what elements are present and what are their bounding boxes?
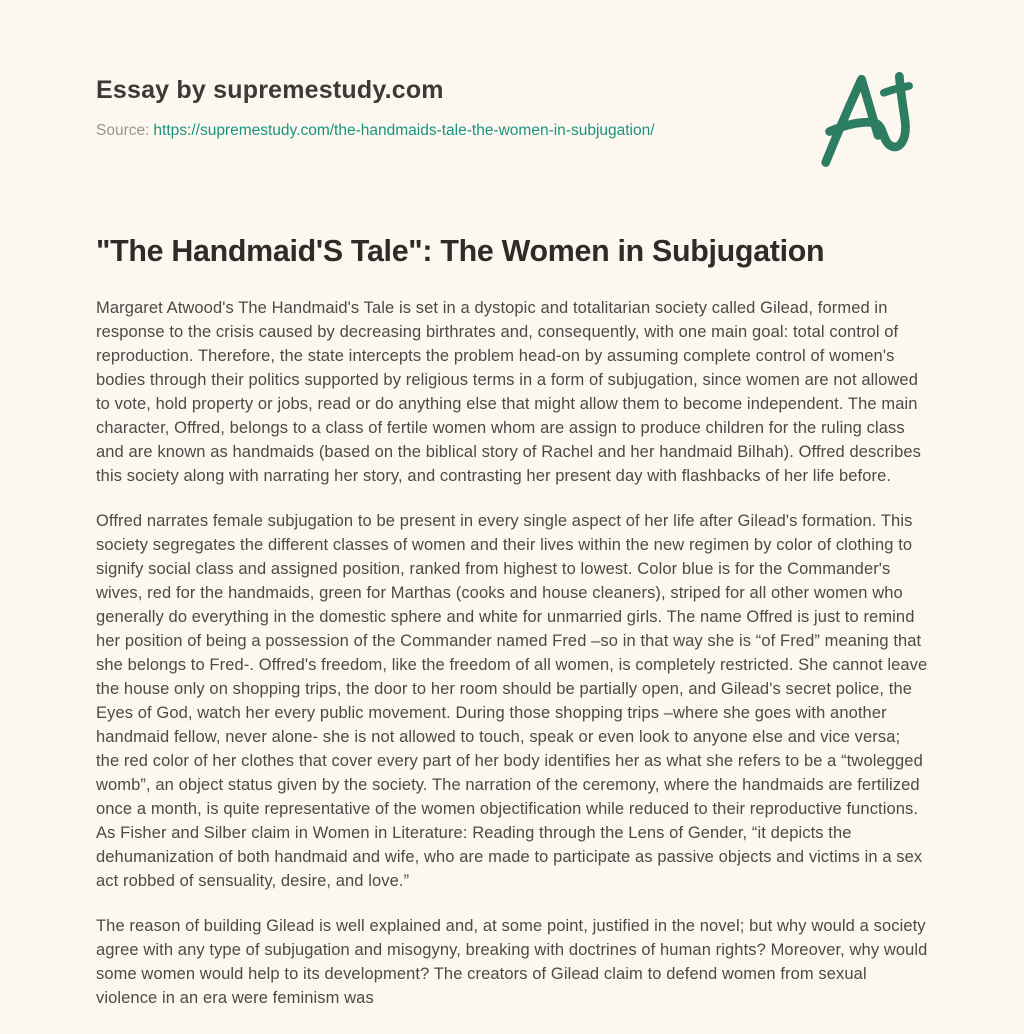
article-body [96,296,928,1010]
source-row [96,122,928,140]
article-paragraph-1: Margaret Atwood's The Handmaid's Tale is set in a dystopic and totalitarian society called Gilead, formed in response to the crisis caused by decreasing birthrates and, consequently, with one main goal: total control of reproduction. Therefore, the state intercepts the problem head-on by assuming complete control of women's bodies through their politics supported by religious terms in a form of subjugation, since women are not allowed to vote, hold property or jobs, read or do anything else that might allow them to become independent. The main character, Offred, belongs to a class of fertile women whom are assign to produce children for the ruling class and are known as handmaids (based on the biblical story of Rachel and her handmaid Bilhah). Offred describes this society along with narrating her story, and contrasting her present day with flashbacks of her life before. [96,299,921,485]
source-label: Source: [96,122,150,139]
article-title: "The Handmaid'S Tale": The Women in Subjugation [96,233,825,268]
article-paragraph-2: Offred narrates female subjugation to be present in every single aspect of her life after Gilead's formation. This society segregates the different classes of women and their lives within the new regimen by color of clothing to signify social class and assigned position, ranked from highest to lowest. Color blue is for the Commander's wives, red for the handmaids, green for Marthas (cooks and house cleaners), striped for all other women who generally do everything in the domestic sphere and white for unmarried girls. The name Offred is just to remind her position of being a possession of the Commander named Fred –so in that way she is “of Fred” meaning that she belongs to Fred-. Offred's freedom, like the freedom of all women, is completely restricted. She cannot leave the house only on shopping trips, the door to her room should be partially open, and Gilead's secret police, the Eyes of God, watch her every public movement. During those shopping trips –where she goes with another handmaid fellow, never alone- she is not allowed to touch, speak or even look to anyone else and vice versa; the red color of her clothes that cover every part of her body identifies her as what she refers to be a “twolegged womb”, an object status given by the society. The narration of the ceremony, where the handmaids are fertilized once a month, is quite representative of the women objectification while reduced to their reproductive functions. As Fisher and Silber claim in Women in Literature: Reading through the Lens of Gender, “it depicts the dehumanization of both handmaid and wife, who are made to participate as passive objects and victims in a sex act robbed of sensuality, desire, and love.” [96,512,928,890]
article-paragraph-3: The reason of building Gilead is well explained and, at some point, justified in the novel; but why would a society agree with any type of subjugation and misogyny, breaking with doctrines of human rights? Moreover, why would some women would help to its development? The creators of Gilead claim to defend women from sexual violence in an era were feminism was [96,917,928,1007]
header-site-title: Essay by supremestudy.com [96,76,444,104]
source-link[interactable]: https://supremestudy.com/the-handmaids-tale-the-women-in-subjugation/ [153,122,655,139]
